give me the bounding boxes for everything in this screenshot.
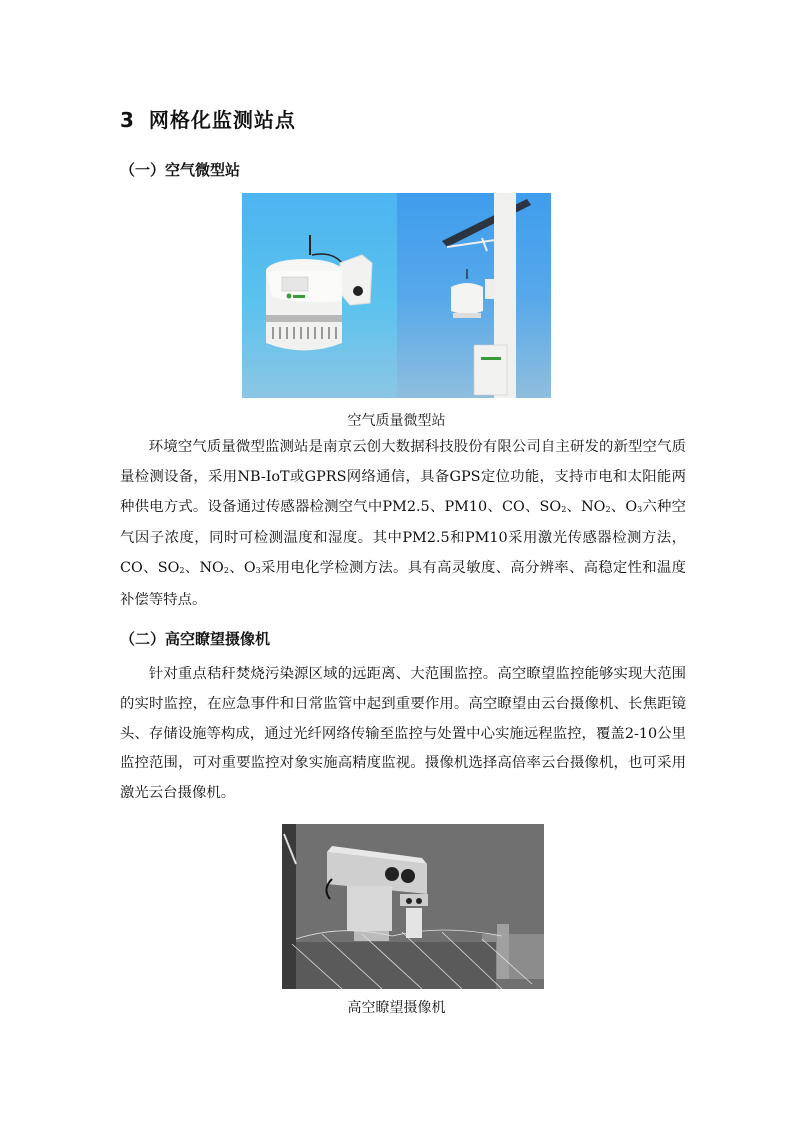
section-number: 3 [120,108,135,132]
subscript: 2 [223,566,229,576]
figure-caption-camera: 高空瞭望摄像机 [347,1000,446,1016]
photo-station-pole-mounted [397,193,551,398]
photo-station-unit [242,193,397,398]
text-span: 采用电化学检测方法。具有高灵敏度、高分辨率、高稳定性和温度补偿等特点。 [120,560,686,608]
paragraph-camera [120,660,686,809]
paragraph-air-station [120,433,686,616]
text-span: NO [199,560,224,577]
text-span: 六种空气因子浓度，同时可检测温度和湿度。其中PM2.5和PM10采用激光传感器检测方法，CO、 [120,498,686,577]
subscript: 2 [605,504,611,514]
subscript: 3 [637,504,643,514]
text-span: 、 [228,560,244,577]
text-span: O [243,560,256,577]
figure-caption-air-station: 空气质量微型站 [347,413,446,429]
text-span: O [625,498,638,515]
text-span: 、 [610,498,626,515]
text-span: 环境空气质量微型监测站是南京云创大数据科技股份有限公司自主研发的新型空气质量检测设备，采用NB-IoT或GPRS网络通信，具备GPS定位功能，支持市电和太阳能两种供电方式。设备通过传感器检测空气中PM2.5、PM10、CO、 [120,439,686,515]
subscript: 2 [561,504,567,514]
paragraph-text [120,433,686,616]
section-heading [120,104,296,133]
figure-lookout-camera [282,824,544,989]
subscript: 2 [179,566,185,576]
text-span: SO [539,498,562,515]
paragraph-text: 针对重点秸秆焚烧污染源区域的远距离、大范围监控。高空瞭望监控能够实现大范围的实时监控，在应急事件和日常监管中起到重要作用。高空瞭望由云台摄像机、长焦距镜头、存储设施等构成，通过光纤网络传输至监控与处置中心实施远程监控，覆盖2-10公里监控范围，可对重要监控对象实施高精度监视。摄像机选择高倍率云台摄像机，也可采用激光云台摄像机。 [120,666,686,802]
pole-mounted-station-illustration [397,193,551,398]
text-span: NO [581,498,606,515]
subsection-heading-camera: （二）高空瞭望摄像机 [120,630,271,648]
subsection-heading-air-station: （一）空气微型站 [120,161,241,179]
figure-air-micro-station [242,193,551,398]
text-span: SO [157,560,180,577]
ptz-camera-photo-illustration [282,824,544,989]
air-station-unit-illustration [242,193,397,398]
text-span: 、 [184,560,200,577]
text-span: 、 [566,498,582,515]
subscript: 3 [255,566,261,576]
section-title: 网格化监测站点 [148,108,296,132]
